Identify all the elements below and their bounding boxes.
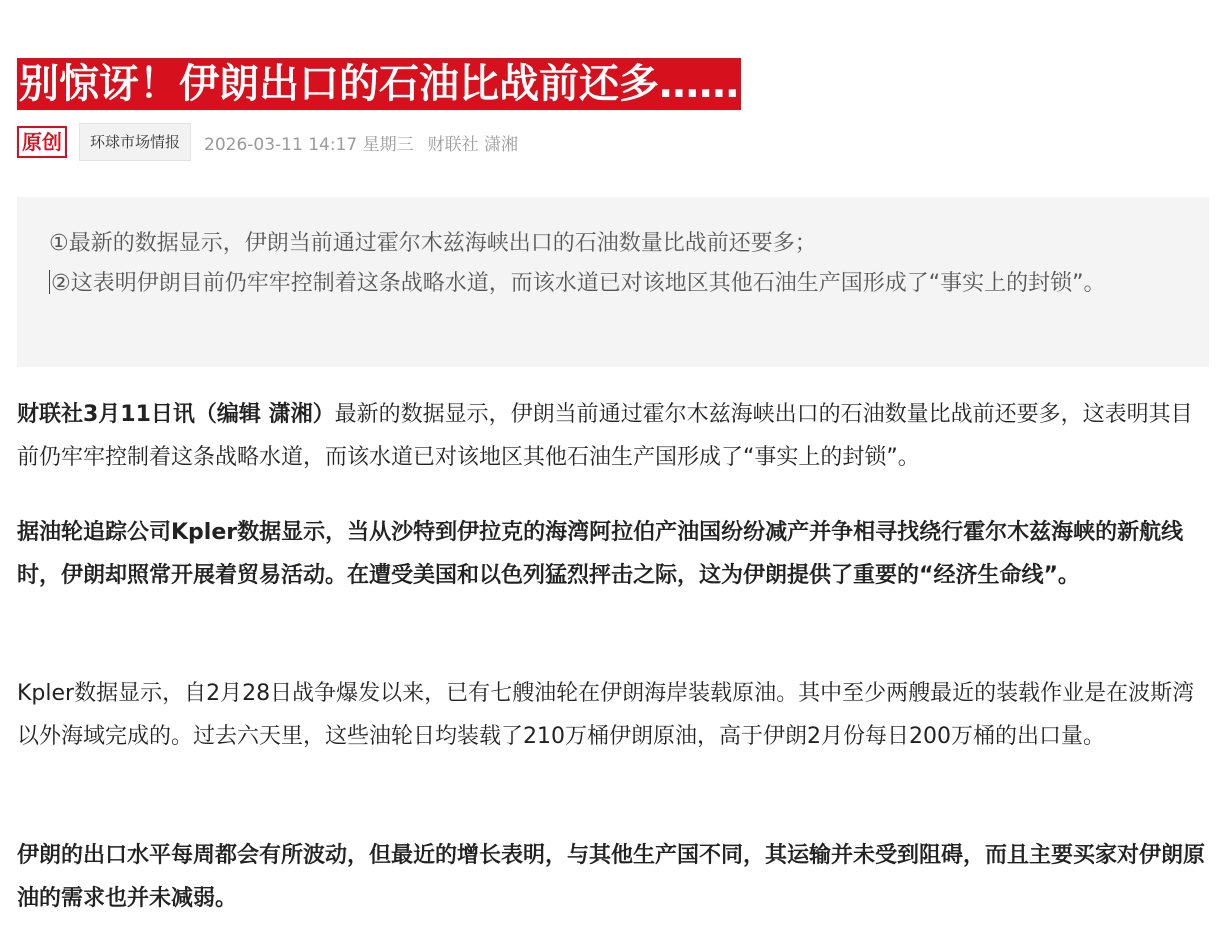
column-tag[interactable]: 环球市场情报 — [79, 123, 191, 161]
paragraph-1-lead: 财联社3月11日讯（编辑 潇湘） — [17, 402, 335, 427]
publish-datetime: 2026-03-11 14:17 星期三 — [204, 134, 414, 155]
summary-point-2: ②这表明伊朗目前仍牢牢控制着这条战略水道，而该水道已对该地区其他石油生产国形成了“事实上的封锁”。 — [51, 271, 1106, 296]
text-cursor — [49, 270, 50, 294]
article-source: 财联社 潇湘 — [427, 134, 519, 155]
article-meta — [17, 123, 518, 161]
summary-box — [17, 197, 1209, 367]
original-badge: 原创 — [17, 126, 67, 158]
summary-point-2-wrap — [49, 264, 1139, 304]
article-title: 别惊讶！伊朗出口的石油比战前还多…… — [17, 58, 741, 110]
paragraph-1-text: 最新的数据显示，伊朗当前通过霍尔木兹海峡出口的石油数量比战前还要多，这表明其目前仍牢牢控制着这条战略水道，而该水道已对该地区其他石油生产国形成了“事实上的封锁”。 — [17, 402, 1193, 470]
paragraph-2: 据油轮追踪公司Kpler数据显示，当从沙特到伊拉克的海湾阿拉伯产油国纷纷减产并争相寻找绕行霍尔木兹海峡的新航线时，伊朗却照常开展着贸易活动。在遭受美国和以色列猛烈抨击之际，这为伊朗提供了重要的“经济生命线”。 — [17, 520, 1184, 588]
paragraph-1 — [17, 393, 1210, 479]
paragraph-3: Kpler数据显示，自2月28日战争爆发以来，已有七艘油轮在伊朗海岸装载原油。其中至少两艘最近的装载作业是在波斯湾以外海域完成的。过去六天里，这些油轮日均装载了210万桶伊朗原油，高于伊朗2月份每日200万桶的出口量。 — [17, 681, 1195, 749]
summary-point-1: ①最新的数据显示，伊朗当前通过霍尔木兹海峡出口的石油数量比战前还要多； — [49, 231, 817, 256]
paragraph-4: 伊朗的出口水平每周都会有所波动，但最近的增长表明，与其他生产国不同，其运输并未受到阻碍，而且主要买家对伊朗原油的需求也并未减弱。 — [17, 843, 1206, 911]
